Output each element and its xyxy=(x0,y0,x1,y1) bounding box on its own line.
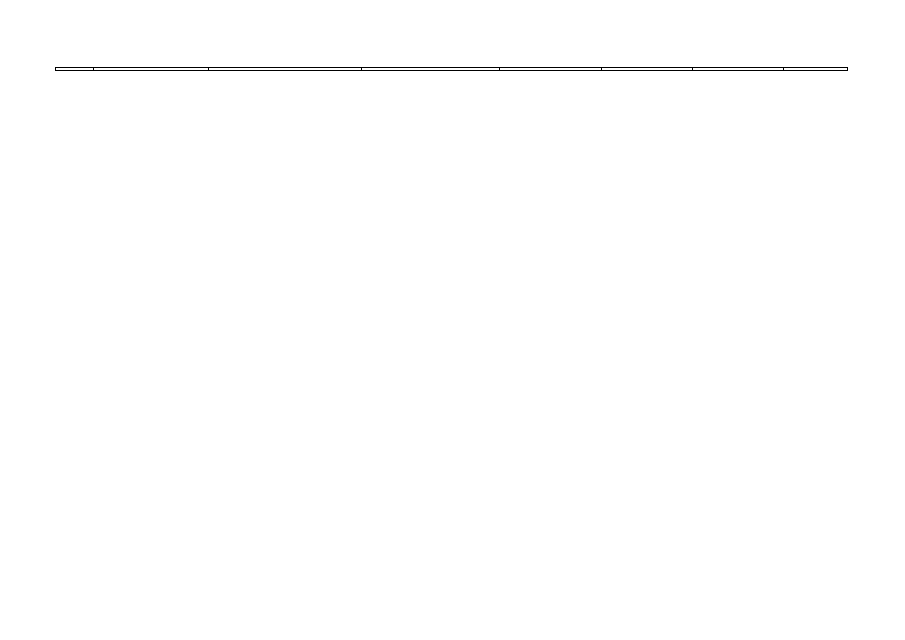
col-header-year xyxy=(784,68,848,71)
col-header-technical xyxy=(362,68,500,71)
col-header-number xyxy=(56,68,94,71)
col-header-area xyxy=(693,68,784,71)
col-header-quantity xyxy=(602,68,693,71)
header-row xyxy=(56,68,848,71)
col-header-name xyxy=(94,68,209,71)
col-header-location xyxy=(209,68,362,71)
col-header-inventory xyxy=(500,68,602,71)
table-header xyxy=(55,67,848,71)
